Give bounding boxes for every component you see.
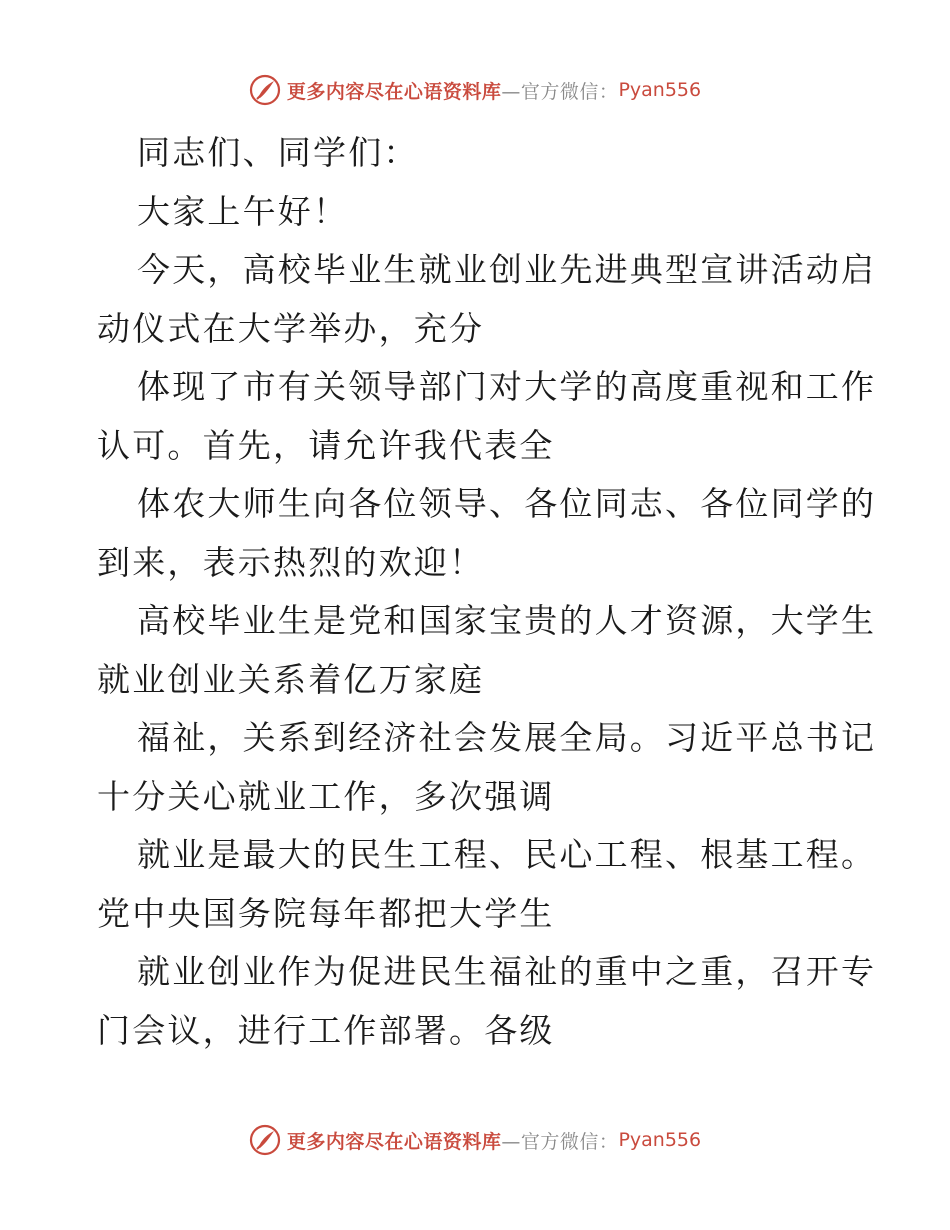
document-line: 体现了市有关领导部门对大学的高度重视和工作 xyxy=(137,367,877,406)
document-line: 就业创业作为促进民生福祉的重中之重，召开专 xyxy=(137,952,877,991)
document-line: 党中央国务院每年都把大学生 xyxy=(97,893,555,933)
document-line: 大家上午好！ xyxy=(137,191,349,231)
document-line: 十分关心就业工作，多次强调 xyxy=(97,776,555,816)
document-line: 门会议，进行工作部署。各级 xyxy=(97,1010,555,1050)
document-line: 到来，表示热烈的欢迎！ xyxy=(97,542,485,582)
document-line: 同志们、同学们： xyxy=(137,133,419,172)
quill-pen-logo-icon xyxy=(249,1124,281,1156)
banner-title: 更多内容尽在心语资料库 xyxy=(286,80,502,103)
banner-title: 更多内容尽在心语资料库 xyxy=(286,1130,502,1153)
document-line: 福祉，关系到经济社会发展全局。习近平总书记 xyxy=(137,718,877,757)
document-line: 高校毕业生是党和国家宝贵的人才资源，大学生 xyxy=(137,601,877,640)
banner-wechat-label: —官方微信： xyxy=(501,80,619,103)
banner-wechat-label: —官方微信： xyxy=(501,1130,619,1153)
document-line: 今天，高校毕业生就业创业先进典型宣讲活动启 xyxy=(137,250,877,289)
document-line: 认可。首先，请允许我代表全 xyxy=(97,425,555,465)
document-line: 就业创业关系着亿万家庭 xyxy=(97,659,485,699)
quill-pen-logo-icon xyxy=(249,74,281,106)
document-line: 就业是最大的民生工程、民心工程、根基工程。 xyxy=(137,835,877,874)
document-line: 动仪式在大学举办，充分 xyxy=(97,308,485,348)
document-line: 体农大师生向各位领导、各位同志、各位同学的 xyxy=(137,484,877,523)
banner-wechat-id: Pyan556 xyxy=(618,79,702,101)
header-banner xyxy=(0,70,950,110)
banner-wechat-id: Pyan556 xyxy=(618,1129,702,1151)
document-body xyxy=(97,124,877,1060)
footer-banner xyxy=(0,1120,950,1160)
